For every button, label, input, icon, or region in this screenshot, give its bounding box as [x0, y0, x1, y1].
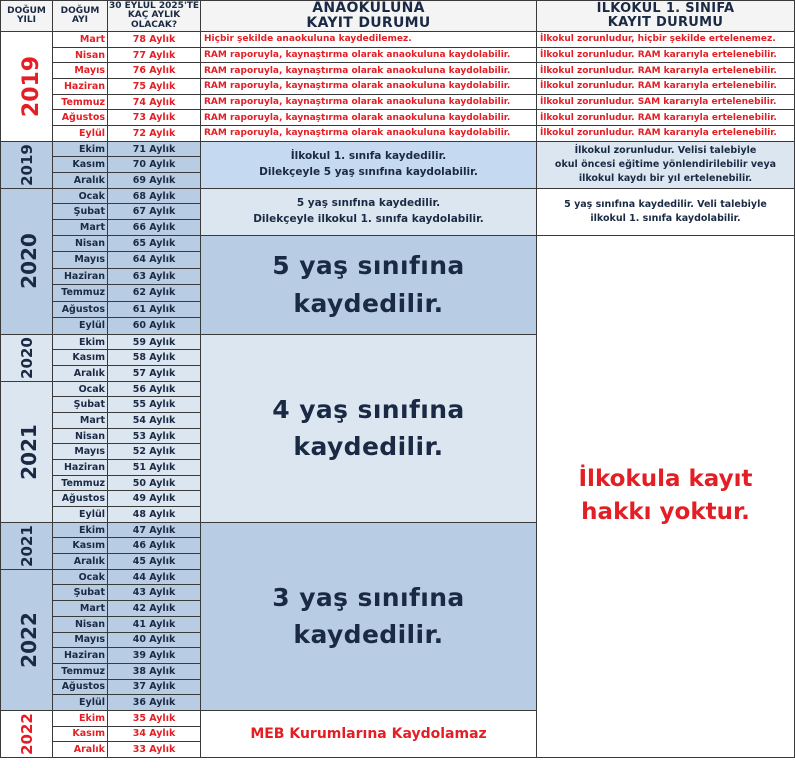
birth-year-cell: [1, 334, 53, 381]
first-grade-status-compulsory-deferral: İlkokul zorunludur. Velisi talebiyle okul öncesi eğitime yönlendirilebilir veya ilkokul kaydı bir yıl ertelenebilir.: [537, 141, 795, 188]
age-months-cell: 63 Aylık: [108, 268, 201, 285]
first-grade-status-cell: İlkokul zorunludur. RAM kararıyla ertelenebilir.: [537, 126, 795, 142]
birth-month-cell: Eylül: [53, 318, 108, 335]
age-months-cell: 37 Aylık: [108, 679, 201, 695]
birth-month-cell: Eylül: [53, 695, 108, 711]
kindergarten-status-cell: RAM raporuyla, kaynaştırma olarak anaokuluna kaydolabilir.: [201, 47, 537, 63]
table-row: [1, 79, 795, 95]
birth-month-cell: Nisan: [53, 47, 108, 63]
birth-year-cell: [1, 710, 53, 757]
birth-year-label: 2020: [16, 233, 41, 290]
birth-month-cell: Aralık: [53, 173, 108, 189]
age-months-cell: 73 Aylık: [108, 110, 201, 126]
header-age-months: 30 EYLÜL 2025'TE KAÇ AYLIK OLACAK?: [108, 0, 199, 30]
table-row: [1, 126, 795, 142]
birth-month-cell: Mart: [53, 601, 108, 617]
birth-month-cell: Haziran: [53, 648, 108, 664]
birth-month-cell: Mart: [53, 32, 108, 48]
age-months-cell: 33 Aylık: [108, 742, 201, 758]
age-months-cell: 69 Aylık: [108, 173, 201, 189]
table-row: [1, 188, 795, 204]
birth-month-cell: Kasım: [53, 538, 108, 554]
header-birth-year: DOĞUM YILI: [1, 1, 53, 32]
first-grade-status-cell: İlkokul zorunludur, hiçbir şekilde ertelenemez.: [537, 32, 795, 48]
age-months-cell: 44 Aylık: [108, 569, 201, 585]
age-months-cell: 60 Aylık: [108, 318, 201, 335]
kindergarten-status-cell: RAM raporuyla, kaynaştırma olarak anaokuluna kaydolabilir.: [201, 94, 537, 110]
birth-month-cell: Haziran: [53, 460, 108, 476]
age-months-cell: 65 Aylık: [108, 235, 201, 252]
birth-month-cell: Ekim: [53, 710, 108, 726]
birth-month-cell: Kasım: [53, 157, 108, 173]
age-months-cell: 71 Aylık: [108, 141, 201, 157]
birth-month-cell: Mayıs: [53, 632, 108, 648]
age-months-cell: 48 Aylık: [108, 507, 201, 523]
birth-year-cell: [1, 569, 53, 710]
birth-month-cell: Haziran: [53, 79, 108, 95]
header-birth-month: DOĞUM AYI: [53, 1, 108, 32]
birth-month-cell: Eylül: [53, 507, 108, 523]
table-row: [1, 141, 795, 157]
kindergarten-status-cell: RAM raporuyla, kaynaştırma olarak anaokuluna kaydolabilir.: [201, 79, 537, 95]
kindergarten-status-primary-or-5yo: İlkokul 1. sınıfa kaydedilir. Dilekçeyle 5 yaş sınıfına kaydolabilir.: [201, 141, 537, 188]
birth-month-cell: Nisan: [53, 235, 108, 252]
birth-year-label: 2022: [16, 611, 41, 668]
first-grade-status-cell: İlkokul zorunludur. RAM kararıyla ertelenebilir.: [537, 47, 795, 63]
age-months-cell: 45 Aylık: [108, 554, 201, 570]
age-months-cell: 36 Aylık: [108, 695, 201, 711]
age-months-cell: 66 Aylık: [108, 220, 201, 236]
birth-year-label: 2022: [17, 713, 36, 756]
header-kindergarten-status: ANAOKULUNA KAYIT DURUMU: [201, 1, 537, 32]
age-months-cell: 59 Aylık: [108, 334, 201, 350]
kindergarten-status-3yo-class: 3 yaş sınıfına kaydedilir.: [201, 522, 537, 710]
age-months-cell: 67 Aylık: [108, 204, 201, 220]
birth-year-cell: [1, 381, 53, 522]
birth-month-cell: Ağustos: [53, 679, 108, 695]
age-months-cell: 70 Aylık: [108, 157, 201, 173]
birth-month-cell: Aralık: [53, 554, 108, 570]
birth-month-cell: Kasım: [53, 726, 108, 742]
age-months-cell: 55 Aylık: [108, 397, 201, 413]
birth-month-cell: Ocak: [53, 569, 108, 585]
first-grade-status-cell: İlkokul zorunludur. RAM kararıyla ertelenebilir.: [537, 79, 795, 95]
birth-month-cell: Ağustos: [53, 110, 108, 126]
table-row: [1, 32, 795, 48]
age-months-cell: 64 Aylık: [108, 252, 201, 269]
birth-year-label: 2021: [17, 525, 36, 568]
birth-month-cell: Ocak: [53, 188, 108, 204]
birth-month-cell: Mayıs: [53, 444, 108, 460]
birth-year-cell: [1, 32, 53, 142]
birth-year-cell: [1, 188, 53, 334]
birth-month-cell: Eylül: [53, 126, 108, 142]
age-months-cell: 75 Aylık: [108, 79, 201, 95]
birth-month-cell: Kasım: [53, 350, 108, 366]
table-row: [1, 110, 795, 126]
first-grade-status-5yo-or-primary: 5 yaş sınıfına kaydedilir. Veli talebiyle ilkokul 1. sınıfa kaydolabilir.: [537, 188, 795, 235]
age-months-cell: 34 Aylık: [108, 726, 201, 742]
first-grade-status-no-right: İlkokula kayıt hakkı yoktur.: [537, 235, 795, 757]
birth-month-cell: Mayıs: [53, 252, 108, 269]
age-months-cell: 58 Aylık: [108, 350, 201, 366]
age-months-cell: 77 Aylık: [108, 47, 201, 63]
age-months-cell: 46 Aylık: [108, 538, 201, 554]
age-months-cell: 68 Aylık: [108, 188, 201, 204]
table-row: [1, 63, 795, 79]
kindergarten-status-4yo-class: 4 yaş sınıfına kaydedilir.: [201, 334, 537, 522]
age-months-cell: 74 Aylık: [108, 94, 201, 110]
table-row: [1, 94, 795, 110]
age-months-cell: 56 Aylık: [108, 381, 201, 397]
age-months-cell: 50 Aylık: [108, 475, 201, 491]
birth-month-cell: Nisan: [53, 428, 108, 444]
birth-month-cell: Temmuz: [53, 285, 108, 302]
age-months-cell: 40 Aylık: [108, 632, 201, 648]
first-grade-status-cell: İlkokul zorunludur. SAM kararıyla ertelenebilir.: [537, 94, 795, 110]
birth-month-cell: Temmuz: [53, 94, 108, 110]
birth-year-cell: [1, 522, 53, 569]
age-months-cell: 49 Aylık: [108, 491, 201, 507]
birth-month-cell: Şubat: [53, 397, 108, 413]
birth-month-cell: Mayıs: [53, 63, 108, 79]
age-months-cell: 43 Aylık: [108, 585, 201, 601]
birth-month-cell: Temmuz: [53, 475, 108, 491]
birth-month-cell: Nisan: [53, 616, 108, 632]
birth-month-cell: Ocak: [53, 381, 108, 397]
birth-month-cell: Ekim: [53, 141, 108, 157]
birth-month-cell: Şubat: [53, 585, 108, 601]
kindergarten-status-cell: RAM raporuyla, kaynaştırma olarak anaokuluna kaydolabilir.: [201, 126, 537, 142]
header-first-grade-status: İLKOKUL 1. SINIFA KAYIT DURUMU: [537, 1, 795, 32]
age-months-cell: 53 Aylık: [108, 428, 201, 444]
age-months-cell: 78 Aylık: [108, 32, 201, 48]
kindergarten-status-5yo-class: 5 yaş sınıfına kaydedilir.: [201, 235, 537, 334]
kindergarten-status-5yo-or-primary: 5 yaş sınıfına kaydedilir. Dilekçeyle ilkokul 1. sınıfa kaydolabilir.: [201, 188, 537, 235]
birth-month-cell: Mart: [53, 413, 108, 429]
age-months-cell: 35 Aylık: [108, 710, 201, 726]
birth-year-label: 2020: [17, 337, 36, 380]
table-row: [1, 47, 795, 63]
age-months-cell: 47 Aylık: [108, 522, 201, 538]
birth-year-label: 2019: [17, 144, 36, 187]
birth-month-cell: Mart: [53, 220, 108, 236]
birth-month-cell: Şubat: [53, 204, 108, 220]
birth-year-label: 2021: [16, 423, 41, 480]
birth-month-cell: Ağustos: [53, 491, 108, 507]
birth-month-cell: Temmuz: [53, 663, 108, 679]
kindergarten-status-cell: RAM raporuyla, kaynaştırma olarak anaokuluna kaydolabilir.: [201, 110, 537, 126]
age-months-cell: 38 Aylık: [108, 663, 201, 679]
age-months-cell: 51 Aylık: [108, 460, 201, 476]
birth-month-cell: Ekim: [53, 334, 108, 350]
kindergarten-status-cell: RAM raporuyla, kaynaştırma olarak anaokuluna kaydolabilir.: [201, 63, 537, 79]
birth-month-cell: Aralık: [53, 742, 108, 758]
birth-year-cell: [1, 141, 53, 188]
birth-year-label: 2019: [19, 55, 45, 117]
age-months-cell: 42 Aylık: [108, 601, 201, 617]
kindergarten-status-meb-not-allowed: MEB Kurumlarına Kaydolamaz: [201, 710, 537, 757]
age-months-cell: 57 Aylık: [108, 366, 201, 382]
birth-month-cell: Ekim: [53, 522, 108, 538]
age-months-cell: 39 Aylık: [108, 648, 201, 664]
table-row: [1, 235, 795, 252]
age-months-cell: 62 Aylık: [108, 285, 201, 302]
age-months-cell: 61 Aylık: [108, 301, 201, 318]
birth-month-cell: Haziran: [53, 268, 108, 285]
first-grade-status-cell: İlkokul zorunludur. RAM kararıyla ertelenebilir.: [537, 110, 795, 126]
age-months-cell: 54 Aylık: [108, 413, 201, 429]
first-grade-status-cell: İlkokul zorunludur. RAM kararıyla ertelenebilir.: [537, 63, 795, 79]
birth-month-cell: Ağustos: [53, 301, 108, 318]
age-months-cell: 72 Aylık: [108, 126, 201, 142]
kindergarten-status-cell: Hiçbir şekilde anaokuluna kaydedilemez.: [201, 32, 537, 48]
age-months-cell: 76 Aylık: [108, 63, 201, 79]
age-months-cell: 41 Aylık: [108, 616, 201, 632]
birth-month-cell: Aralık: [53, 366, 108, 382]
header-row: [1, 1, 795, 32]
age-months-cell: 52 Aylık: [108, 444, 201, 460]
